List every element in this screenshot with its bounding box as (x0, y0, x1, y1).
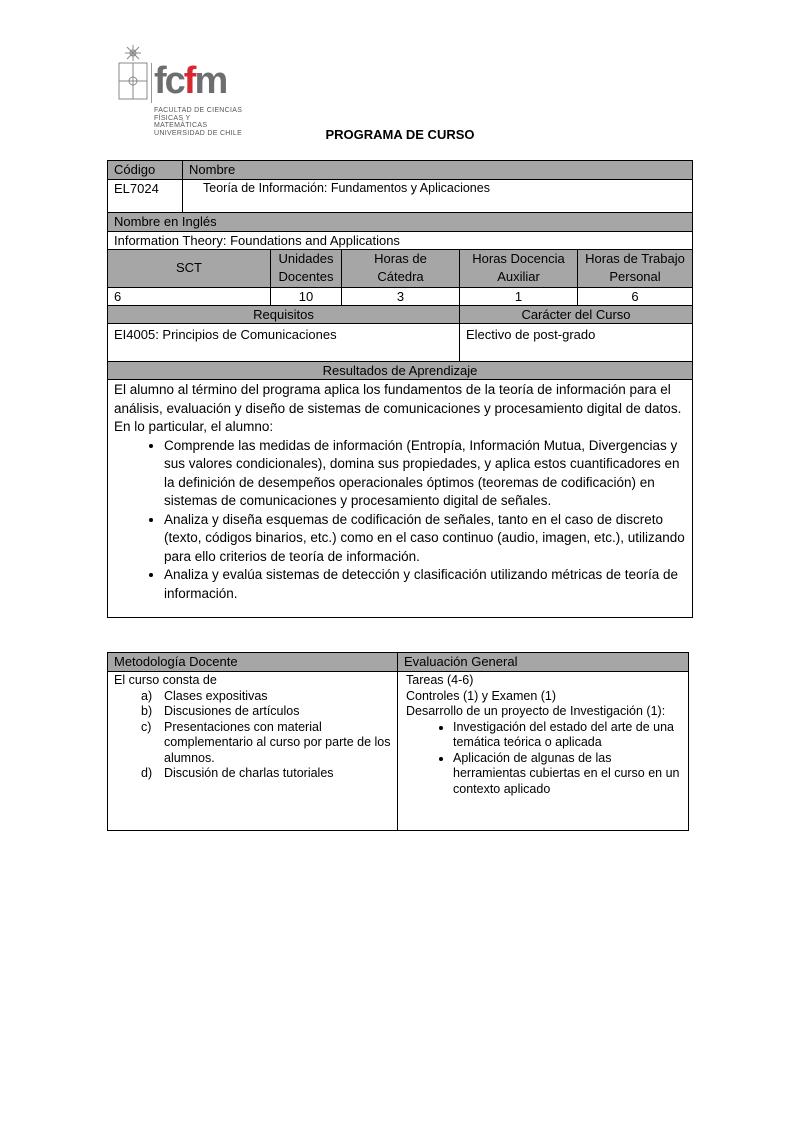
catedra-header: Horas de Cátedra (341, 249, 460, 288)
requisitos-header: Requisitos (107, 305, 460, 324)
ingles-value: Information Theory: Foundations and Applications (107, 231, 693, 250)
university-logo (110, 45, 243, 137)
list-letter: d) (141, 766, 153, 780)
unidades-header: Unidades Docentes (270, 249, 342, 288)
resultados-body (107, 379, 693, 618)
auxiliar-header: Horas Docencia Auxiliar (459, 249, 578, 288)
ingles-header: Nombre en Inglés (107, 212, 693, 232)
list-item (114, 766, 391, 782)
nombre-header: Nombre (182, 160, 693, 180)
list-text: Clases expositivas (164, 688, 268, 703)
list-item (114, 689, 391, 705)
list-item: • Aplicación de algunas de las herramientas cubiertas en el curso en un contexto aplicado (453, 751, 680, 798)
caracter-value: Electivo de post-grado (459, 323, 693, 362)
codigo-value: EL7024 (107, 179, 183, 213)
list-item (114, 720, 391, 767)
sct-value: 6 (107, 287, 271, 306)
evaluacion-line: Tareas (4-6) (406, 673, 474, 687)
resultados-intro: El alumno al término del programa aplica los fundamentos de la teoría de información para el análisis, evaluación y diseño de sistemas de comunicaciones y procesamiento digital de datos. En lo particular, el alumno: (114, 382, 682, 434)
evaluacion-line: Desarrollo de un proyecto de Investigación (1): (406, 704, 666, 718)
evaluacion-line: Controles (1) y Examen (1) (406, 688, 557, 703)
metodologia-list (114, 689, 391, 782)
resultados-header: Resultados de Aprendizaje (107, 361, 693, 380)
logo-line: UNIVERSIDAD DE CHILE (154, 129, 243, 137)
list-letter: c) (141, 719, 152, 734)
evaluacion-body (397, 671, 689, 831)
metodologia-intro: El curso consta de (114, 673, 217, 687)
list-text: Presentaciones con material complementario al curso por parte de los alumnos. (164, 719, 391, 765)
metodologia-body (107, 671, 398, 831)
codigo-header: Código (107, 160, 183, 180)
list-text: Discusión de charlas tutoriales (164, 766, 334, 780)
list-item: • Analiza y diseña esquemas de codificación de señales, tanto en el caso de discreto (texto, códigos binarios, etc.) como en el caso continuo (audio, imagen, etc.), utilizando para ello criterios de teoría de información. (164, 511, 686, 567)
metodologia-header: Metodología Docente (107, 652, 398, 672)
list-item: • Investigación del estado del arte de una temática teórica o aplicada (453, 720, 680, 751)
logo-line: FACULTAD DE CIENCIAS (154, 107, 243, 114)
unidades-value: 10 (270, 287, 342, 306)
catedra-value: 3 (341, 287, 460, 306)
list-item: • Analiza y evalúa sistemas de detección y clasificación utilizando métricas de teoría de información. (164, 566, 686, 603)
list-text: Discusiones de artículos (164, 704, 300, 718)
list-letter: a) (141, 688, 153, 703)
caracter-header: Carácter del Curso (459, 305, 693, 324)
requisitos-value: EI4005: Principios de Comunicaciones (107, 323, 460, 362)
list-item: • Comprende las medidas de información (Entropía, Información Mutua, Divergencias y sus valores condicionales), domina sus propiedades, y aplica estos cuantificadores en la definición de desempeños operacionales óptimos (teoremas de codificación) en sistemas de comunicaciones y procesamiento digital de señales. (164, 437, 686, 511)
list-letter: b) (141, 704, 153, 718)
sct-header: SCT (107, 249, 271, 288)
logo-line: FÍSICAS Y MATEMÁTICAS (154, 114, 208, 129)
page-title: PROGRAMA DE CURSO (325, 127, 475, 142)
nombre-value: Teoría de Información: Fundamentos y Aplicaciones (182, 179, 693, 213)
list-item (114, 704, 391, 720)
crest-icon (115, 45, 151, 103)
evaluacion-list (406, 720, 680, 798)
logo-mark: fcfm (154, 60, 227, 102)
auxiliar-value: 1 (459, 287, 578, 306)
personal-header: Horas de Trabajo Personal (577, 249, 693, 288)
resultados-list (114, 437, 686, 604)
personal-value: 6 (577, 287, 693, 306)
evaluacion-header: Evaluación General (397, 652, 689, 672)
